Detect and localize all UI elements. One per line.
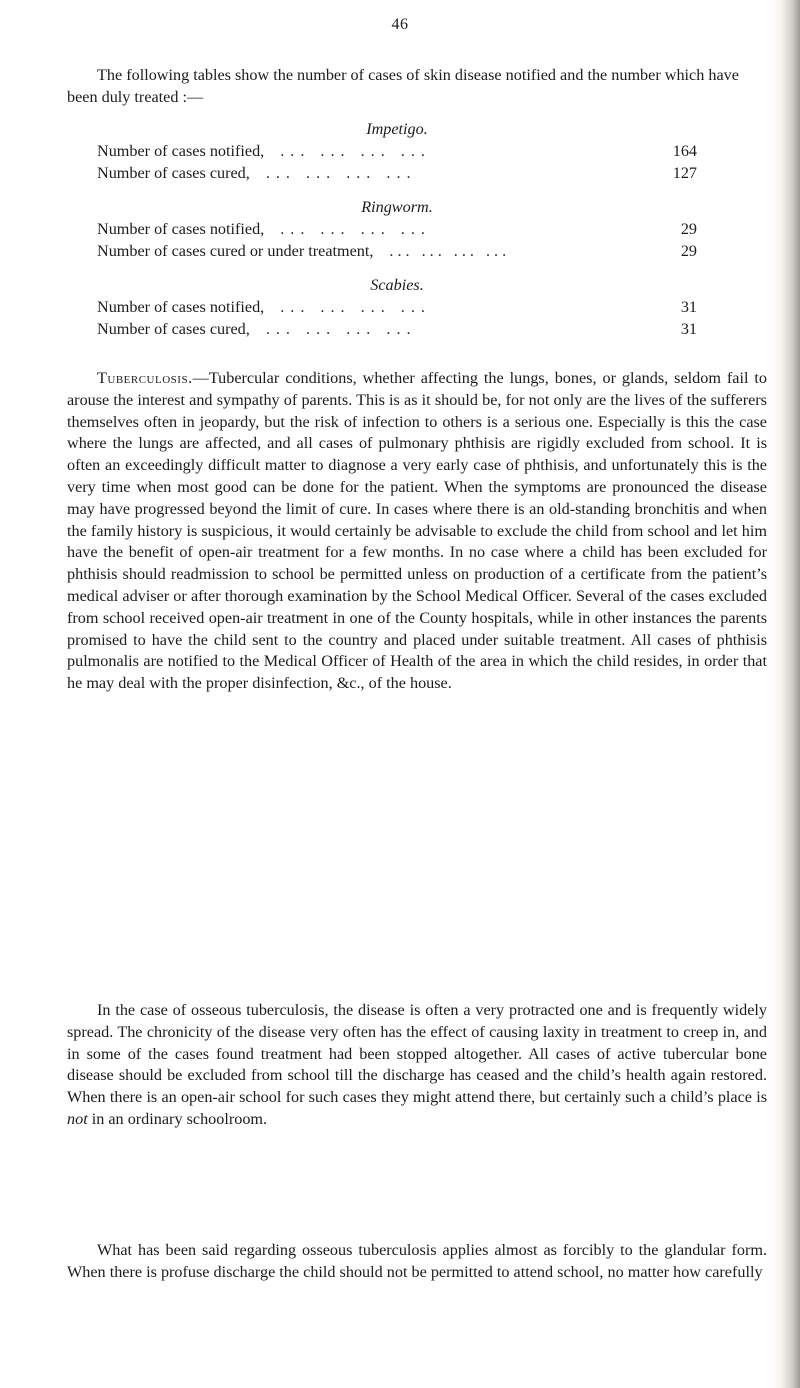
leader-dots: ... ... ... ... [389,242,511,260]
row-value: 164 [672,142,697,160]
leader-dots: ... ... ... ... [280,142,431,160]
tuberculosis-paragraph-1 [67,368,767,695]
table-title: Impetigo. [366,120,428,138]
table-title: Ringworm. [361,198,433,216]
table-row [97,240,697,262]
row-value: 31 [680,298,697,316]
page-number: 46 [391,16,409,33]
row-label: Number of cases notified, [97,298,265,316]
leader-dots: ... ... ... ... [265,164,417,182]
leader-dots: ... ... ... ... [280,220,431,238]
paragraph-text: —Tubercular conditions, whether affecting the lungs, bones, or glands, seldom fail to arouse the interest and sympathy of parents. This is as it should be, for not only are the lives of the sufferers themselves often in jeopardy, but the risk of infection to others is a serious one. Especially is this the case where the lungs are affected, and all cases of pulmonary phthisis are rigidly excluded from school. It is often an exceedingly difficult matter to diagnose a very early case of phthisis, and unfortunately this is the very time when most good can be done for the patient. When the symptoms are pronounced the disease may have progressed beyond the limit of cure. In cases where there is an old-standing bronchitis and when the family history is suspicious, it would certainly be advisable to exclude the child from school and let him have the benefit of open-air treatment for a few months. In no case where a child has been excluded for phthisis should readmission to school be permitted unless on production of a certificate from the patient’s medical adviser or after thorough examination by the School Medical Officer. Several of the cases excluded from school received open-air treatment in one of the County hospitals, while in other instances the parents promised to have the child sent to the country and placed under suitable treatment. All cases of phthisis pulmonalis are notified to the Medical Officer of Health of the area in which the child resides, in order that he may deal with the proper disinfection, &c., of the house. [67,369,767,693]
impetigo-table [97,118,697,184]
row-value: 127 [672,164,697,182]
row-label: Number of cases cured, [97,164,250,182]
table-row [97,140,697,162]
table-row [97,296,697,318]
row-value: 29 [680,242,697,260]
row-value: 31 [680,320,697,338]
paragraph-text: in an ordinary schoolroom. [91,1109,268,1128]
leader-dots: ... ... ... ... [265,320,417,338]
paragraph-text: What has been said regarding osseous tuberculosis applies almost as forcibly to the glandular form. When there is profuse discharge the child should not be permitted to attend school, no matter how carefully [67,1241,767,1281]
tuberculosis-paragraph-3 [67,1240,767,1284]
row-label: Number of cases notified, [97,220,265,238]
row-label: Number of cases cured or under treatment, [97,242,374,260]
scabies-table [97,274,697,340]
leader-dots: ... ... ... ... [280,298,431,316]
row-label: Number of cases notified, [97,142,265,160]
page-edge-shadow [782,0,800,1388]
emphasis-text: not [67,1109,88,1128]
table-row [97,318,697,340]
table-title: Scabies. [370,276,424,294]
intro-paragraph: The following tables show the number of cases of skin disease notified and the number which have been duly treated :— [67,66,739,106]
row-label: Number of cases cured, [97,320,250,338]
tuberculosis-paragraph-2 [67,1000,767,1131]
table-row [97,218,697,240]
section-heading: Tuberculosis. [97,369,193,387]
row-value: 29 [680,220,697,238]
paragraph-text: In the case of osseous tuberculosis, the disease is often a very protracted one and is frequently widely spread. The chronicity of the disease very often has the effect of causing laxity in treatment to creep in, and in some of the cases found treatment had been stopped altogether. All cases of active tubercular bone disease should be excluded from school till the discharge has ceased and the child’s health again restored. When there is an open-air school for such cases they might attend there, but certainly such a child’s place is [67,1001,767,1107]
table-row [97,162,697,184]
ringworm-table [97,196,697,262]
